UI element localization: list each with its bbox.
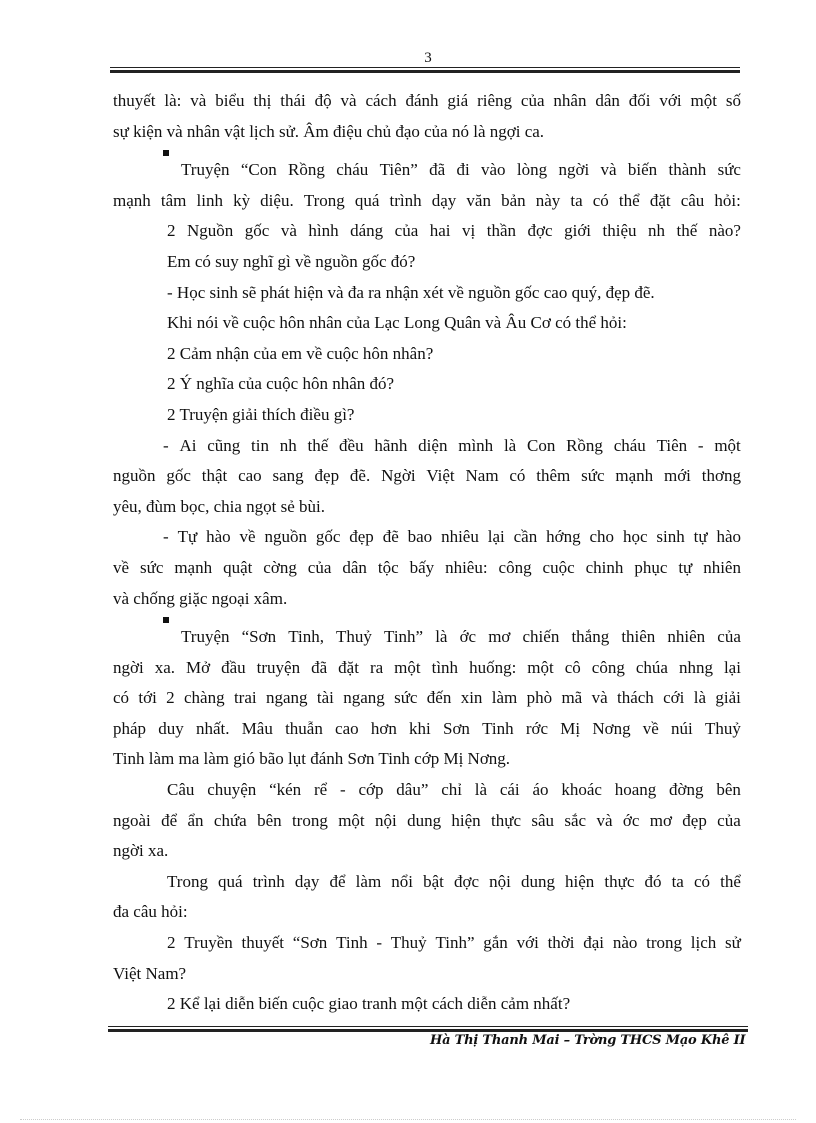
- question-line: 2 Nguồn gốc và hình dáng của hai vị thần đợc giới thiệu nh thế nào?: [167, 221, 741, 241]
- text-line: yêu, đùm bọc, chia ngọt sẻ bùi.: [113, 496, 325, 516]
- text-line: pháp duy nhất. Mâu thuẫn cao hơn khi Sơn Tinh rớc Mị Nơng về núi Thuỷ: [113, 718, 741, 738]
- text-line: - Học sinh sẽ phát hiện và đa ra nhận xét về nguồn gốc cao quý, đẹp đẽ.: [167, 282, 655, 302]
- square-bullet-icon: [163, 150, 169, 156]
- text-line: nguồn gốc thật cao sang đẹp đẽ. Ngời Việt Nam có thêm sức mạnh mới thơng: [113, 466, 741, 486]
- text-line: Khi nói về cuộc hôn nhân của Lạc Long Quân và Âu Cơ có thể hỏi:: [167, 313, 627, 333]
- document-body: [113, 86, 741, 1020]
- bullet-paragraph-line: Truyện “Sơn Tinh, Thuỷ Tinh” là ớc mơ chiến thắng thiên nhiên của: [113, 622, 741, 653]
- text-line: sự kiện và nhân vật lịch sử. Âm điệu chủ đạo của nó là ngợi ca.: [113, 121, 545, 141]
- footer-rule: [108, 1026, 748, 1032]
- page-number: 3: [424, 50, 432, 66]
- question-line: 2 Ý nghĩa của cuộc hôn nhân đó?: [167, 374, 395, 394]
- text-line: ngời xa. Mở đầu truyện đã đặt ra một tình huống: một cô công chúa nhng lại: [113, 657, 741, 677]
- text-line: mạnh tâm linh kỳ diệu. Trong quá trình dạy văn bản này ta có thể đặt câu hỏi:: [113, 190, 741, 210]
- question-line: Em có suy nghĩ gì về nguồn gốc đó?: [167, 251, 416, 271]
- text-line: về sức mạnh quật cờng của dân tộc bấy nhiêu: công cuộc chinh phục tự nhiên: [113, 557, 741, 577]
- text-line: Tinh làm ma làm gió bão lụt đánh Sơn Tinh cớp Mị Nơng.: [113, 749, 511, 769]
- text-line: thuyết là: và biểu thị thái độ và cách đánh giá riêng của nhân dân đối với một số: [113, 91, 741, 110]
- square-bullet-icon: [163, 617, 169, 623]
- question-line: 2 Truyền thuyết “Sơn Tinh - Thuỷ Tinh” gắn với thời đại nào trong lịch sử: [167, 933, 741, 953]
- text-line: Câu chuyện “kén rể - cớp dâu” chỉ là cái áo khoác hoang đờng bên: [167, 780, 741, 800]
- bullet-paragraph-line: Truyện “Con Rồng cháu Tiên” đã đi vào lòng ngời và biến thành sức: [113, 155, 741, 186]
- header-rule: [110, 67, 740, 73]
- text-line: - Ai cũng tin nh thế đều hãnh diện mình là Con Rồng cháu Tiên - một: [163, 435, 741, 455]
- text-line: ngoài để ẩn chứa bên trong một nội dung hiện thực sâu sắc và ớc mơ đẹp của: [113, 810, 741, 830]
- question-line: 2 Kể lại diễn biến cuộc giao tranh một cách diễn cảm nhất?: [167, 994, 571, 1014]
- text-line: - Tự hào về nguồn gốc đẹp đẽ bao nhiêu lại cần hớng cho học sinh tự hào: [163, 527, 741, 547]
- text-line: ngời xa.: [113, 841, 169, 861]
- text-line: Việt Nam?: [113, 963, 187, 983]
- question-line: 2 Truyện giải thích điều gì?: [167, 404, 355, 424]
- text-line: đa câu hỏi:: [113, 902, 188, 922]
- question-line: 2 Cảm nhận của em về cuộc hôn nhân?: [167, 343, 434, 363]
- text-line: và chống giặc ngoại xâm.: [113, 588, 288, 608]
- page-footer: Hà Thị Thanh Mai – Trờng THCS Mạo Khê II: [430, 1033, 746, 1048]
- text-line: có tới 2 chàng trai ngang tài ngang sức đến xin làm phò mã và thách cới là giải: [113, 688, 741, 708]
- page-edge-divider: [20, 1119, 796, 1120]
- text-line: Trong quá trình dạy để làm nổi bật đợc nội dung hiện thực đó ta có thể: [167, 871, 741, 891]
